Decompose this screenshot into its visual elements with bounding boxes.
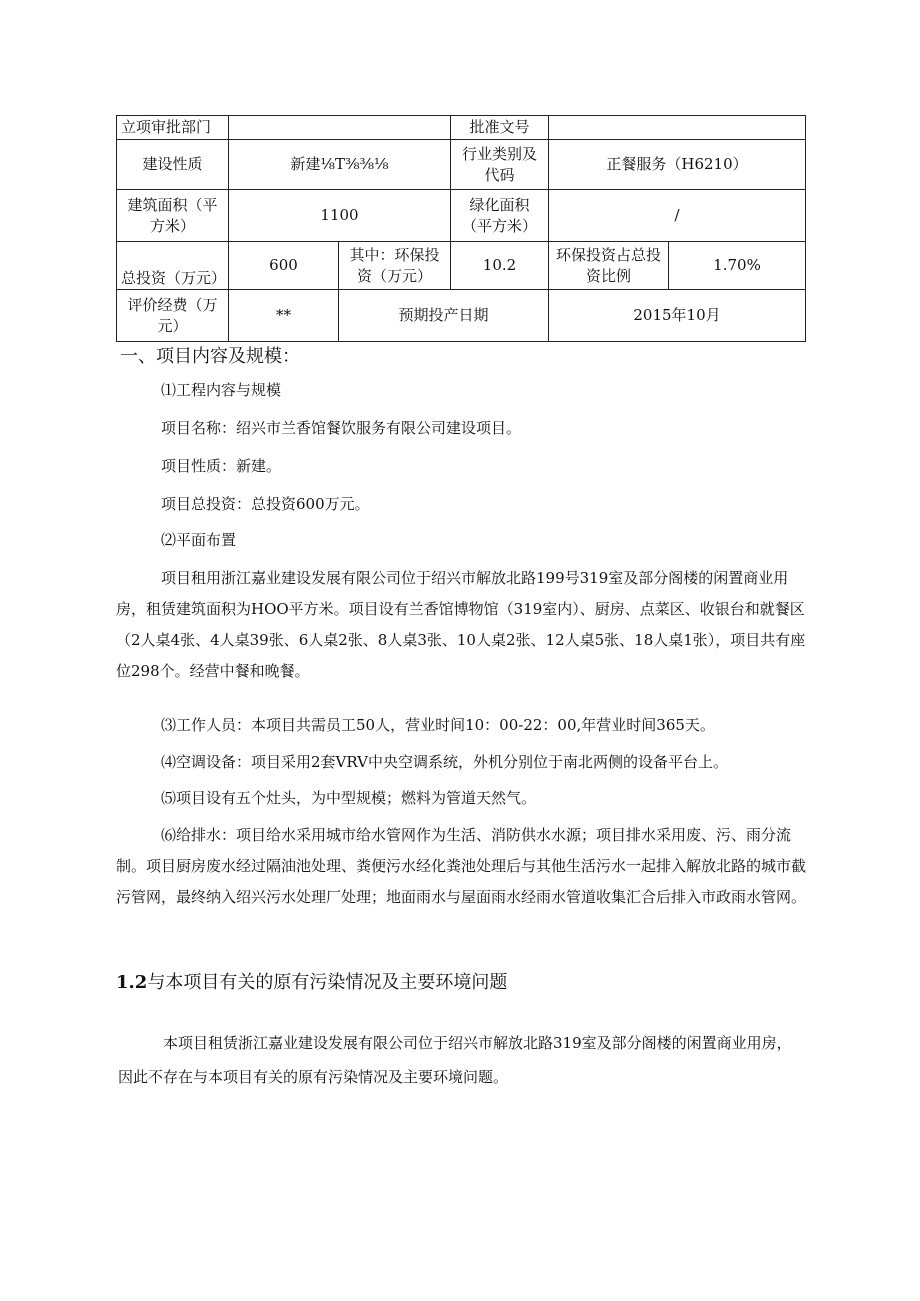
paragraph-stoves: ⑸项目设有五个灶头，为中型规模；燃料为管道天然气。 <box>161 789 537 807</box>
green-area-label: 绿化面积（平方米） <box>451 190 549 242</box>
approval-dept-label: 立项审批部门 <box>117 116 229 140</box>
paragraph-air-conditioning: ⑷空调设备：项目采用2套VRV中央空调系统，外机分别位于南北两侧的设备平台上。 <box>161 753 728 771</box>
building-area-label: 建筑面积（平方米） <box>117 190 229 242</box>
paragraph-layout-heading: ⑵平面布置 <box>161 531 237 549</box>
construction-nature-value: 新建⅛T⅜⅜⅛ <box>229 140 451 190</box>
building-area-value: 1100 <box>229 190 451 242</box>
table-row <box>117 290 806 342</box>
env-ratio-value: 1.70% <box>669 242 806 290</box>
paragraph-existing-pollution: 本项目租赁浙江嘉业建设发展有限公司位于绍兴市解放北路319室及部分阁楼的闲置商业用房，因此不存在与本项目有关的原有污染情况及主要环境问题。 <box>118 1034 792 1086</box>
table-row <box>117 116 806 140</box>
project-info-table <box>116 115 806 342</box>
construction-nature-label: 建设性质 <box>117 140 229 190</box>
heading-number: 1.2 <box>116 972 148 993</box>
total-investment-value: 600 <box>229 242 339 290</box>
industry-category-value: 正餐服务（H6210） <box>549 140 806 190</box>
section-heading-1-2 <box>116 968 507 994</box>
approval-dept-value <box>229 116 451 140</box>
paragraph-project-nature: 项目性质：新建。 <box>161 457 282 475</box>
paragraph-water: ⑹给排水：项目给水采用城市给水管网作为生活、消防供水水源；项目排水采用废、污、雨分流制。项目厨房废水经过隔油池处理、粪便污水经化粪池处理后与其他生活污水一起排入解放北路的城市截污管网，最终纳入绍兴污水处理厂处理；地面雨水与屋面雨水经雨水管道收集汇合后排入市政雨水管网。 <box>116 826 807 906</box>
section-title: 一、项目内容及规模： <box>120 346 300 367</box>
total-investment-label: 总投资（万元） <box>117 242 229 290</box>
env-investment-label: 其中：环保投资（万元） <box>339 242 451 290</box>
table-row <box>117 190 806 242</box>
table-row <box>117 140 806 190</box>
green-area-value: / <box>549 190 806 242</box>
heading-text: 与本项目有关的原有污染情况及主要环境问题 <box>147 972 508 993</box>
paragraph-layout-body: 项目租用浙江嘉业建设发展有限公司位于绍兴市解放北路199号319室及部分阁楼的闲置商业用房，租赁建筑面积为HOO平方米。项目设有兰香馆博物馆（319室内）、厨房、点菜区、收银台和就餐区（2人桌4张、4人桌39张、6人桌2张、8人桌3张、10人桌2张、12人桌5张、18人桌1张），项目共有座位298个。经营中餐和晚餐。 <box>116 569 806 680</box>
table-row <box>117 242 806 290</box>
paragraph-staff: ⑶工作人员：本项目共需员工50人，营业时间10：00-22：00,年营业时间365天。 <box>161 716 715 734</box>
paragraph-total-investment: 项目总投资：总投资600万元。 <box>161 495 370 513</box>
approval-number-label: 批准文号 <box>451 116 549 140</box>
paragraph-content-scale: ⑴工程内容与规模 <box>161 381 282 399</box>
industry-category-label: 行业类别及代码 <box>451 140 549 190</box>
env-ratio-label: 环保投资占总投资比例 <box>549 242 669 290</box>
production-date-value: 2015年10月 <box>549 290 806 342</box>
paragraph-project-name: 项目名称：绍兴市兰香馆餐饮服务有限公司建设项目。 <box>161 419 522 437</box>
production-date-label: 预期投产日期 <box>339 290 549 342</box>
approval-number-value <box>549 116 806 140</box>
env-investment-value: 10.2 <box>451 242 549 290</box>
evaluation-fee-label: 评价经费（万元） <box>117 290 229 342</box>
evaluation-fee-value: ** <box>229 290 339 342</box>
